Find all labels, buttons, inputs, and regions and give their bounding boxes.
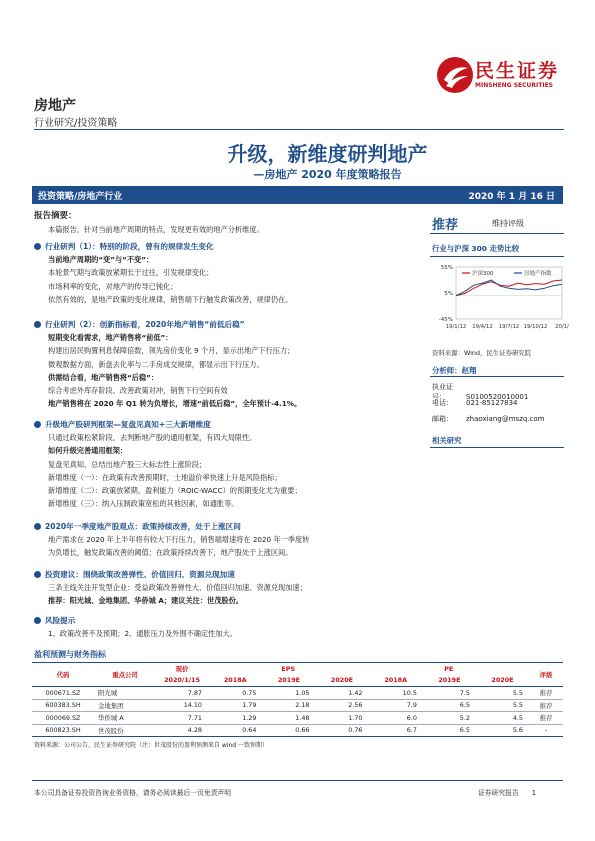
col-year: 2020E [330, 676, 354, 685]
cell-rating: 推荐 [539, 701, 553, 710]
cell-code: 000671.SZ [45, 688, 81, 697]
section-line-emphasis: 推荐：阳光城、金地集团、华侨城 A；建议关注：世茂股份。 [48, 596, 243, 606]
report-subtitle: —房地产 2020 年度策略报告 [253, 168, 402, 181]
page-number: 1 [531, 789, 537, 797]
cell-company: 世茂股份 [98, 726, 124, 735]
col-rating: 评级 [539, 671, 553, 679]
section-line: 新增维度（三）：纳入压制政策宽松的其他因素，如通胀等。 [48, 499, 239, 509]
section-line: 地产需求在 2020 年上半年将有较大下行压力，销售端增速将在 2020 年一季度转 [48, 535, 310, 545]
cell-pe: 4.5 [512, 713, 523, 722]
cell-pe: 5.2 [459, 713, 470, 722]
chart-title: 行业与沪深 300 走势比较 [432, 244, 520, 253]
cell-pe: 7.5 [459, 688, 470, 697]
col-year: 2019E [277, 676, 301, 685]
section-line: 三条主线关注开发型企业：受益政策改善弹性大、价值回归加速、资源兑现加速； [48, 583, 307, 593]
section-heading: 行业研判（1）：特别的阶段，曾有的规律发生变化 [34, 240, 419, 253]
section-line: 依然有效的，是地产政策的变化规律，销售端下行触发政策改善，规律仍在。 [48, 294, 293, 304]
analyst-heading: 分析师：赵翔 [432, 366, 477, 375]
section-line: 本轮景气期与政策放紧期长于过往，引发规律变化； [48, 268, 214, 278]
cell-eps: 1.42 [348, 688, 363, 697]
section-line: 为负增长，触发政策改善的阈值；在政策持续改善下，地产股处于上涨区间。 [48, 548, 293, 558]
disclaimer: 本公司具备证券投资咨询业务资格，请务必阅读最后一页免责声明 [34, 789, 232, 797]
cell-rating: 推荐 [539, 714, 553, 723]
col-year: 2019E [438, 676, 461, 685]
brand-name-en: MINSHENG SECURITIES [475, 82, 553, 89]
page-label: 证券研究报告 [478, 789, 519, 797]
cell-company: 华侨城 A [98, 714, 124, 723]
cell-rating: 推荐 [539, 689, 553, 698]
section-framework [34, 418, 419, 510]
table-row [32, 712, 563, 725]
table-row [32, 699, 563, 712]
report-title: 升级，新维度研判地产 [227, 142, 428, 166]
x-tick-label: 19/7/12 [498, 324, 520, 330]
cell-pe: 5.5 [512, 701, 523, 710]
report-date: 2020 年 1 月 16 日 [468, 192, 555, 202]
cell-eps: 0.64 [242, 726, 257, 735]
chart-divider [430, 256, 564, 257]
table-source: 资料来源：公司公告、民生证券研究院（注：世茂股份的盈利预测来自 wind 一致预期） [34, 742, 269, 749]
cell-eps: 0.66 [295, 726, 310, 735]
rating-label: 维持评级 [492, 219, 524, 228]
col-company: 重点公司 [112, 671, 138, 679]
col-year: 2018A [223, 676, 247, 685]
col-price-date: 2020/1/15 [164, 676, 200, 685]
cell-eps: 1.48 [295, 713, 310, 722]
cell-price: 4.28 [187, 726, 202, 735]
category-bar [32, 186, 563, 204]
section-line: 新增维度（二）：政策放紧期，盈利能力（ROIC-WACC）的预期变化尤为重要； [48, 486, 302, 496]
footer-divider [32, 780, 563, 781]
section-heading: 投资建议：围绕政策改善弹性、价值回归、资源兑现加速 [34, 568, 419, 581]
cell-pe: 7.9 [406, 701, 417, 710]
summary-intro: 本篇报告，针对当前地产周期的特点，发现更有效的地产分析维度。 [48, 225, 264, 235]
forecast-table [32, 662, 563, 737]
cell-code: 000069.SZ [45, 713, 81, 722]
analyst-email-row [432, 414, 566, 424]
y-tick-label: 55% [440, 265, 453, 271]
cell-pe: 10.5 [402, 688, 417, 697]
cell-eps: 2.56 [348, 701, 363, 710]
sector-label: 房地产 [34, 98, 76, 114]
cell-company: 金地集团 [98, 701, 124, 710]
cell-eps: 0.75 [242, 688, 257, 697]
cell-eps: 1.29 [242, 713, 257, 722]
section-heading: 升级地产股研判框架—复盘见真知+三大新增维度 [34, 418, 419, 431]
section-q1-view [34, 520, 419, 560]
x-tick-label: 19/1/12 [445, 324, 467, 330]
section-investment [34, 568, 419, 608]
col-eps: EPS [281, 664, 296, 673]
phone-key: 电话： [432, 399, 453, 407]
col-pe: PE [444, 664, 454, 673]
report-type: 行业研究/投资策略 [34, 118, 118, 129]
col-code: 代码 [56, 671, 70, 679]
section-line: 综合考虑外库存阶段、改善政策对冲，销售下行空间有效 [48, 386, 228, 396]
minsheng-logo-icon [436, 56, 474, 94]
x-tick-label: 19/10/12 [523, 324, 548, 330]
cell-eps: 0.76 [348, 726, 363, 735]
cell-eps: 1.70 [348, 713, 363, 722]
related-research-heading: 相关研究 [432, 436, 462, 445]
section-line: 1、政策改善不及预期；2、通胀压力及外围不确定性加大。 [48, 629, 237, 639]
summary-heading: 报告摘要： [34, 211, 77, 221]
phone-value: 021-85127834 [466, 399, 518, 407]
summary-section [34, 210, 419, 236]
cell-code: 600823.SH [45, 726, 81, 735]
col-year: 2018A [384, 676, 408, 685]
table-row [32, 687, 563, 700]
header-divider [34, 129, 564, 130]
cell-price: 7.87 [187, 688, 202, 697]
category-label: 投资策略/房地产行业 [38, 192, 123, 202]
legend-label: 沪深300 [472, 271, 494, 277]
recommend-label: 推荐 [432, 218, 459, 233]
section-subheading: 当前地产周期的“变”与“不变”： [48, 255, 154, 265]
license-value: S0100520010001 [466, 393, 529, 401]
cell-rating: - [544, 726, 548, 735]
cell-price: 7.71 [187, 713, 202, 722]
cell-company: 阳光城 [98, 689, 118, 698]
email-value[interactable]: zhaoxiang@mszq.com [466, 415, 545, 423]
section-industry-1 [34, 240, 419, 306]
table-title: 盈利预测与财务指标 [34, 650, 106, 659]
index-comparison-chart [432, 261, 569, 341]
section-industry-2 [34, 318, 419, 410]
col-year: 2020E [491, 676, 514, 685]
section-heading: 2020年一季度地产股观点：政策持续改善，处于上涨区间 [34, 520, 419, 533]
chart-source: 资料来源：Wind，民生证券研究院 [432, 349, 532, 357]
cell-pe: 5.5 [512, 688, 523, 697]
table-row [32, 724, 563, 737]
x-tick-label: 19/4/12 [472, 324, 493, 330]
y-tick-label: -45% [438, 317, 453, 323]
section-line: 市场利率的变化，对地产的传导已钝化； [48, 281, 178, 291]
cell-pe: 6.5 [459, 701, 470, 710]
analyst-phone-row [432, 398, 566, 408]
section-line-emphasis: 地产销售将在 2020 年 Q1 转为负增长，增速“前低后稳”，全年预计-4.1%。 [48, 399, 302, 409]
series-line [456, 280, 562, 296]
legend-label: 房地产指数 [524, 271, 552, 277]
section-heading: 风险提示 [34, 614, 419, 627]
section-line: 微观数据方面，新盘去化率与二手房成交规律，都显示出下行压力。 [48, 359, 264, 369]
rating-box [430, 212, 564, 234]
brand-name: 民生证券 [475, 60, 560, 82]
x-tick-label: 20/1/ [555, 324, 569, 330]
section-line: 复盘见真知，总结出地产股三大标志性上涨阶段； [48, 459, 207, 469]
section-line: 构建出居民购置利息保障倍数，领先房价变化 9 个月，显示出地产下行压力； [48, 346, 295, 356]
cell-pe: 6.7 [406, 726, 417, 735]
license-key: 执业证号： [432, 383, 453, 401]
related-divider [430, 447, 564, 448]
cell-code: 600383.SH [45, 701, 81, 710]
section-subheading: 如何升级完善通用框架： [48, 446, 128, 456]
section-risk [34, 614, 419, 640]
cell-pe: 6.0 [406, 713, 417, 722]
section-heading: 行业研判（2）：创新指标看，2020年地产销售“前低后稳” [34, 318, 419, 331]
cell-pe: 6.5 [459, 726, 470, 735]
cell-price: 14.10 [183, 701, 202, 710]
email-key: 邮箱： [432, 415, 453, 423]
col-price: 现价 [175, 665, 189, 674]
cell-pe: 5.6 [512, 726, 523, 735]
analyst-divider [430, 376, 564, 377]
section-line: 只通过政策松紧阶段，去判断地产股的通用框架，有四大局限性。 [48, 433, 257, 443]
cell-eps: 1.79 [242, 701, 257, 710]
section-subheading: 短期变化看需求，地产销售将“前低”： [48, 333, 173, 343]
section-line: 新增维度（一）：在政策有改善预期时，土地溢价率快速上升是风险指标； [48, 472, 282, 482]
y-tick-label: 5% [444, 291, 453, 297]
page-footer [478, 787, 536, 797]
section-subheading: 供需结合看，地产销售将“后稳”： [48, 372, 159, 382]
cell-eps: 2.18 [295, 701, 310, 710]
cell-eps: 1.05 [295, 688, 310, 697]
